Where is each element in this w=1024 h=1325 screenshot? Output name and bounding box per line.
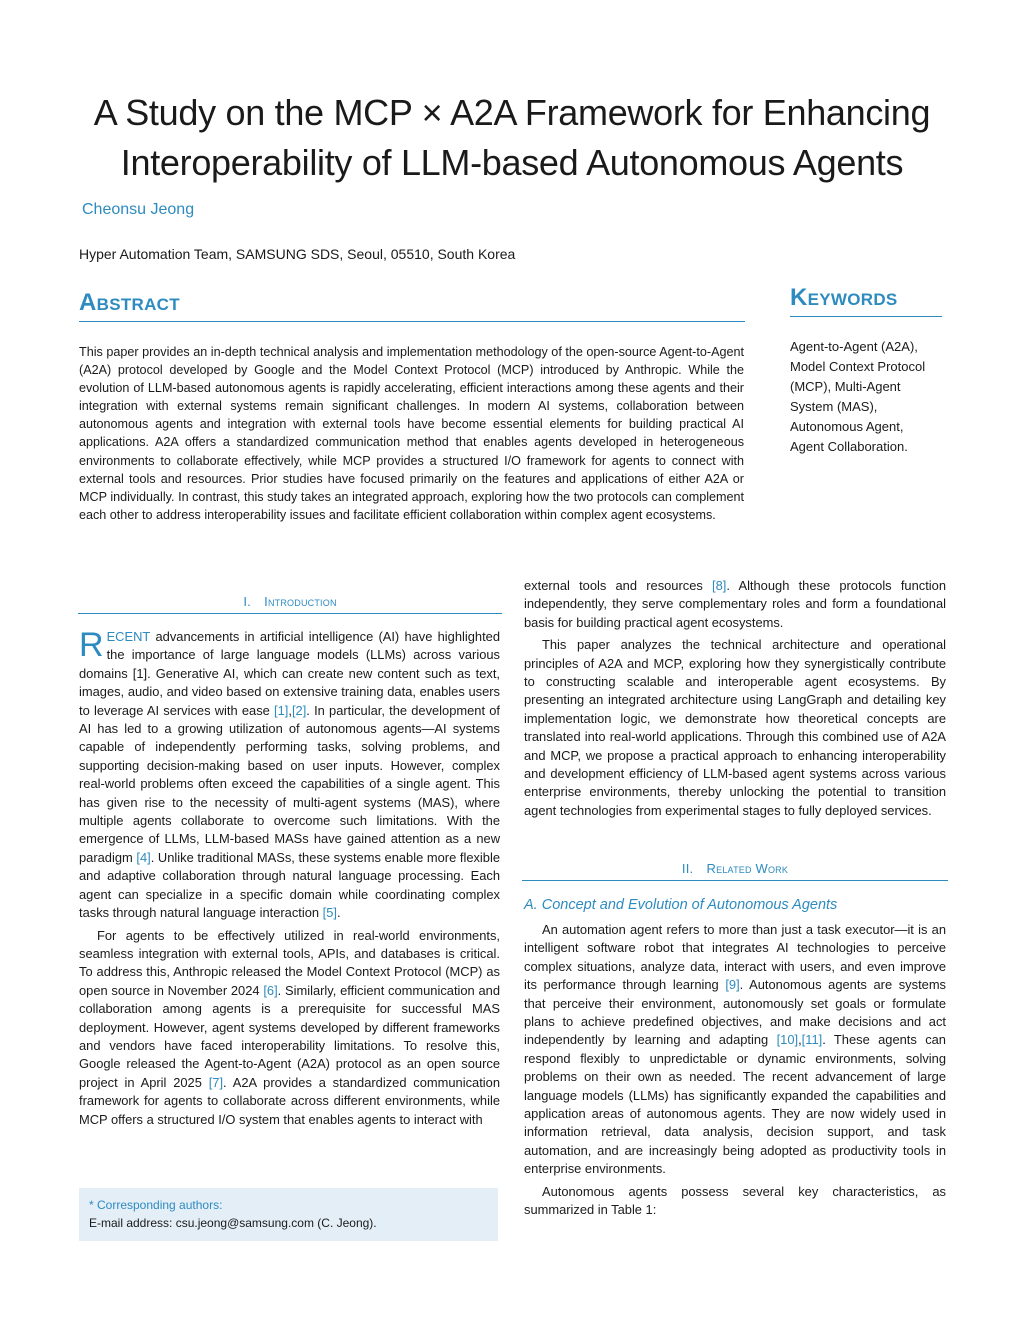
- comma: ,: [798, 1032, 802, 1048]
- intro-text: advancements in artificial intelligence (AI) have highlighted the importance of large language models (LLMs) across various domains [1]. Generative AI, which can create new content such as text, images, audio, and video based on extensive training data, enables users to leverage AI services with ease: [79, 629, 500, 718]
- drop-cap: R: [79, 626, 104, 664]
- drop-cap-rest: ECENT: [106, 629, 151, 644]
- comma: ,: [288, 702, 292, 718]
- keywords-list: [790, 337, 950, 457]
- left-column: [79, 628, 500, 1133]
- abstract-text: This paper provides an in-depth technical analysis and implementation methodology of the open-source Agent-to-Agent (A2A) protocol developed by Google and the Model Context Protocol (MCP) introduced by Anthropic. While the evolution of LLM-based autonomous agents is rapidly accelerating, efficient interactions among these agents and their integration with external systems remain significant challenges. In modern AI systems, collaboration between autonomous agents and integration with external tools have become essential elements for building practical AI applications. A2A offers a standardized communication method that enables agents developed in heterogeneous environments to collaborate effectively, while MCP provides a structured I/O framework for agents to connect with external tools and resources. Prior studies have focused primarily on the features and applications of either A2A or MCP individually. In contrast, this study takes an integrated approach, exploring how the two protocols can complement each other to address interoperability issues and facilitate efficient collaboration within complex agent ecosystems.: [79, 345, 744, 522]
- affiliation: Hyper Automation Team, SAMSUNG SDS, Seoul, 05510, South Korea: [79, 246, 516, 262]
- citation-link[interactable]: [4]: [136, 849, 151, 865]
- keyword-line: Agent Collaboration.: [790, 439, 908, 454]
- intro-text: . A2A provides a standardized communication framework for agents to collaborate across different environments, while MCP offers a structured I/O system that enables agents to interact with: [79, 1074, 500, 1127]
- citation-link[interactable]: [10]: [776, 1032, 799, 1048]
- related-work-heading: II. Related Work: [681, 861, 789, 876]
- intro-text: . In particular, the development of AI has led to a growing utilization of autonomous agents—AI systems capable of independently performing tasks, solving problems, and supporting decision-making based on user inputs. However, complex real-world problems often exceed the capabilities of a single agent. This has given rise to the necessity of multi-agent systems (MAS), where multiple agents collaborate to overcome such limitations. With the emergence of LLMs, LLM-based MASs have gained attention as a new paradigm: [79, 702, 500, 865]
- citation-link[interactable]: [7]: [208, 1074, 224, 1090]
- citation-link[interactable]: [8]: [712, 578, 727, 593]
- intro-paragraph-2: [79, 927, 500, 1129]
- right-column-top: [524, 577, 946, 824]
- intro-text: . Unlike traditional MASs, these systems enable more flexible and adaptive collaboration through natural language processing. Each agent can specialize in a specific domain while coordinating complex tasks through natural language interaction: [79, 849, 500, 921]
- title-line-2: Interoperability of LLM-based Autonomous Agents: [120, 142, 904, 183]
- body-text: . These agents can respond flexibly to unpredictable or dynamic environments, solving problems on their own as needed. The recent advancement of large language models (LLMs) has significantly expanded the capabilities and application areas of autonomous agents. They are now widely used in information retrieval, data analysis, decision support, and task automation, and are increasingly being adopted as productivity tools in enterprise environments.: [524, 1032, 946, 1177]
- body-text: An automation agent refers to more than just a task executor—it is an intelligent software robot that integrates AI technologies to perceive complex situations, analyze data, interact with users, and even improve its performance through learning: [524, 922, 946, 993]
- keyword-line: Autonomous Agent,: [790, 419, 904, 434]
- citation-link[interactable]: [5]: [322, 905, 337, 921]
- introduction-heading: I. Introduction: [243, 594, 337, 609]
- keyword-line: (MCP), Multi-Agent: [790, 379, 901, 394]
- keyword-line: Model Context Protocol: [790, 359, 926, 374]
- keywords-rule: [790, 316, 942, 317]
- keyword-line: System (MAS),: [790, 399, 878, 414]
- body-text: . Autonomous agents are systems that perceive their environment, autonomously set goals or formulate plans to achieve predefined objectives, and make decisions and act independently by learning and adapting: [524, 977, 946, 1048]
- footnote-email[interactable]: E-mail address: csu.jeong@samsung.com (C. Jeong).: [89, 1216, 377, 1230]
- citation-link[interactable]: [6]: [263, 982, 278, 998]
- keywords-heading: Keywords: [790, 284, 898, 311]
- introduction-rule: [78, 613, 502, 614]
- intro-text: . Similarly, efficient communication and collaboration among agents is a prerequisite for successful MAS deployment. However, agent systems developed by different frameworks and vendors have faced interoperability limitations. To resolve this, Google released the Agent-to-Agent (A2A) protocol as an open source project in April 2025: [79, 982, 500, 1090]
- related-work-rule: [522, 880, 948, 881]
- footnote-label: * Corresponding authors:: [89, 1198, 223, 1212]
- body-text: . Although these protocols function independently, they serve complementary roles and form a foundational basis for building practical agent ecosystems.: [524, 578, 946, 630]
- right-paragraph-2: This paper analyzes the technical architecture and operational principles of A2A and MCP, exploring how they synergistically contribute to constructing scalable and interoperable agent ecosystems. By presenting an integrated architecture using LangGraph and detailing key implementation logic, we demonstrate how theoretical concepts are translated into real-world applications. Through this combined use of A2A and MCP, we propose a practical approach to enhancing interoperability and development efficiency of LLM-based agent systems across various enterprise environments, thereby unlocking the potential to transition agent technologies from experimental stages to fully deployed services.: [524, 637, 946, 818]
- title-line-1: A Study on the MCP × A2A Framework for Enhancing: [93, 92, 931, 133]
- citation-link[interactable]: [2]: [291, 702, 307, 718]
- paper-title: [60, 88, 964, 188]
- period: .: [337, 905, 341, 921]
- abstract-rule: [79, 321, 745, 322]
- right-column-bottom: [524, 921, 946, 1224]
- right-paragraph-4: Autonomous agents possess several key characteristics, as summarized in Table 1:: [524, 1183, 946, 1218]
- intro-text: For agents to be effectively utilized in real-world environments, seamless integration with external tools, APIs, and databases is critical. To address this, Anthropic released the Model Context Protocol (MCP) as open source in November 2024: [79, 927, 500, 998]
- body-text: external tools and resources: [524, 578, 713, 593]
- footnote-box: [79, 1188, 498, 1241]
- right-paragraph-1: [524, 577, 946, 632]
- citation-link[interactable]: [1]: [274, 702, 289, 718]
- right-paragraph-3: [524, 921, 946, 1179]
- citation-link[interactable]: [9]: [725, 977, 740, 993]
- citation-link[interactable]: [11]: [801, 1032, 823, 1048]
- abstract-heading: Abstract: [79, 289, 180, 316]
- intro-paragraph-1: [79, 628, 500, 923]
- author-name[interactable]: Cheonsu Jeong: [82, 201, 195, 218]
- subsection-heading: A. Concept and Evolution of Autonomous Agents: [524, 897, 838, 913]
- keyword-line: Agent-to-Agent (A2A),: [790, 339, 918, 354]
